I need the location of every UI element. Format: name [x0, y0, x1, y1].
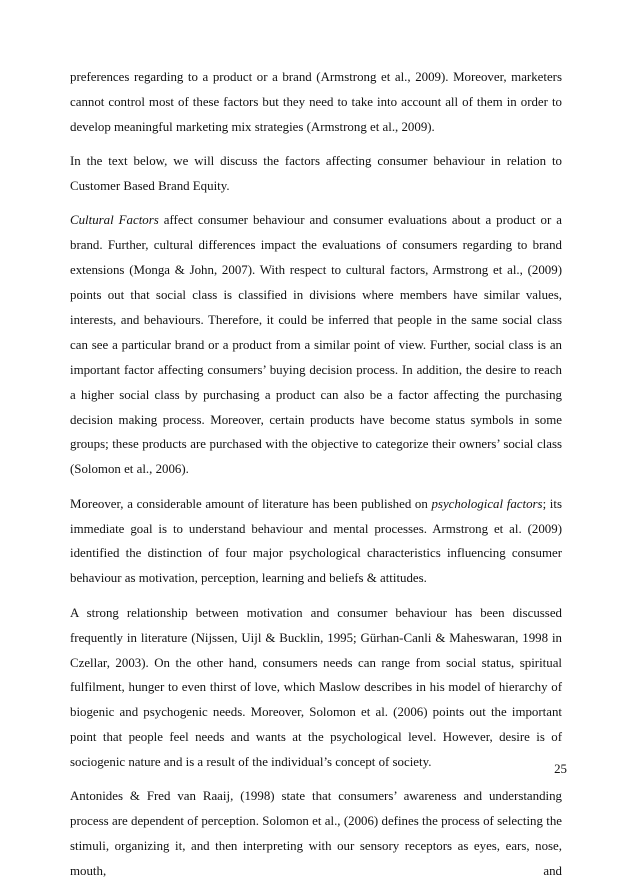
- paragraph-4-intro: Moreover, a considerable amount of literature has been published on: [70, 496, 432, 511]
- body-text: [70, 65, 562, 893]
- paragraph-5: A strong relationship between motivation and consumer behaviour has been discussed frequently in literature (Nijssen, Uijl & Bucklin, 1995; Gürhan-Canli & Maheswaran, 1998 in Czellar, 2003). On the other hand, consumers needs can range from social status, spiritual fulfilment, hunger to even thirst of love, which Maslow describes in his model of hierarchy of biogenic and psychogenic needs. Moreover, Solomon et al. (2006) points out the important point that people feel needs and wants at the psychological level. However, desire is of sociogenic nature and is a result of the individual’s concept of society.: [70, 605, 562, 770]
- page-number: 25: [554, 762, 567, 776]
- paragraph-4-body: ; its immediate goal is to understand behaviour and mental processes. Armstrong et al. (2009) identified the distinction of four major psychological characteristics influencing consumer behaviour as motivation, perception, learning and beliefs & attitudes.: [70, 496, 562, 586]
- paragraph-6: Antonides & Fred van Raaij, (1998) state that consumers’ awareness and understanding process are dependent of perception. Solomon et al., (2006) defines the process of selecting the stimuli, organizing it, and then interpreting with our sensory receptors as eyes, ears, nose, mouth, and: [70, 789, 562, 879]
- paragraph-1: preferences regarding to a product or a brand (Armstrong et al., 2009). Moreover, marketers cannot control most of these factors but they need to take into account all of them in order to develop meaningful marketing mix strategies (Armstrong et al., 2009).: [70, 70, 562, 134]
- paragraph-4: [70, 492, 562, 592]
- cultural-factors-term: Cultural Factors: [70, 213, 159, 228]
- paragraph-3-body: affect consumer behaviour and consumer evaluations about a product or a brand. Further, cultural differences impact the evaluations of consumers regarding to brand extensions (Monga & John, 2007). With respect to cultural factors, Armstrong et al., (2009) points out that social class is classified in divisions where members have similar values, interests, and behaviours. Therefore, it could be inferred that people in the same social class can see a particular brand or a product from a similar point of view. Further, social class is an important factor affecting consumers’ buying decision process. In addition, the desire to reach a higher social class by purchasing a product can also be a factor affecting the purchasing decision making process. Moreover, certain products have become status symbols in some groups; these products are purchased with the objective to categorize their owners’ social class (Solomon et al., 2006).: [70, 213, 562, 477]
- paragraph-3: [70, 208, 562, 482]
- paragraph-2: In the text below, we will discuss the factors affecting consumer behaviour in relation to Customer Based Brand Equity.: [70, 154, 562, 194]
- psychological-factors-term: psychological factors: [431, 496, 543, 511]
